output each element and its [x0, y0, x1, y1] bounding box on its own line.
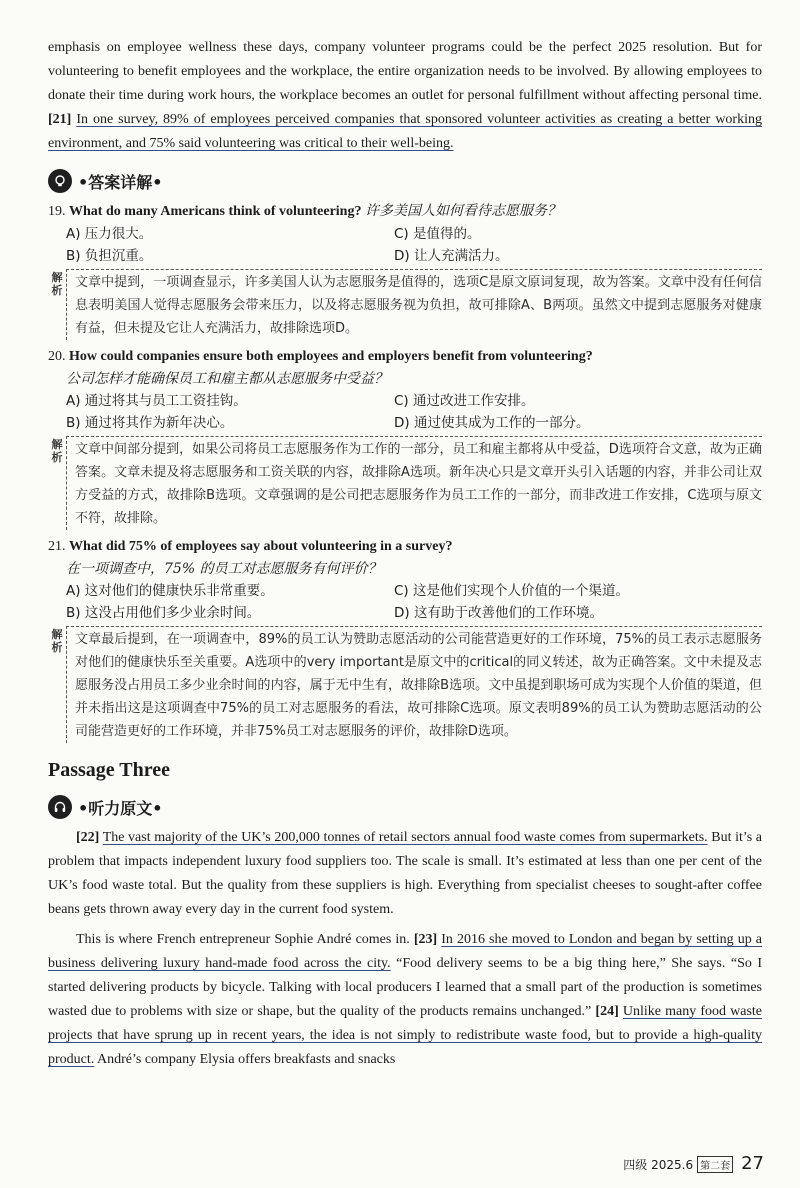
passage-paragraph	[48, 928, 762, 1072]
question-number: 21.	[48, 539, 66, 554]
ref-marker-22: [22]	[76, 830, 100, 845]
question-number: 20.	[48, 349, 66, 364]
options	[48, 390, 762, 434]
question-line	[48, 536, 762, 558]
intro-text: emphasis on employee wellness these days, company volunteer programs could be the perfect 2025 resolution. But for volunteering to benefit employees and the workplace, the entire organization needs to be involved. By allowing employees to donate their time during work hours, the workplace becomes an outlet for personal fulfillment without affecting personal time.	[48, 40, 762, 103]
question-en: What do many Americans think of volunteering?	[69, 204, 362, 219]
question-zh: 许多美国人如何看待志愿服务？	[364, 203, 561, 219]
analysis-tag: 解析	[51, 271, 63, 297]
underlined-sentence-21: In one survey, 89% of employees perceived companies that sponsored volunteer activities as creating a better working environment, and 75% said volunteering was critical to their well-being.	[48, 112, 762, 151]
question-zh: 公司怎样才能确保员工和雇主都从志愿服务中受益？	[66, 371, 388, 387]
page-content	[48, 36, 762, 1072]
passage-text: “Food delivery seems to be a big thing here,” She says. “So I started delivering products by bicycle. Talking with local producers I learned that a small part of the production is sometimes wasted due to problems with size or shape, but the quality of the products remains unchanged.”	[48, 956, 762, 1019]
option-d: D) 通过使其成为工作的一部分。	[394, 415, 590, 431]
options	[48, 223, 762, 267]
intro-paragraph	[48, 36, 762, 156]
headphones-icon	[48, 795, 72, 819]
analysis-text: 文章中提到，一项调查显示，许多美国人认为志愿服务是值得的，选项C是原文原词复现，故为答案。文章中没有任何信息表明美国人觉得志愿服务会带来压力，以及将志愿服务视为负担，故可排除A、B两项。虽然文中提到志愿服务对健康有益，但未提及它让人充满活力，故排除选项D。	[66, 269, 762, 340]
passage-text: André’s company Elysia offers breakfasts and snacks	[94, 1052, 396, 1067]
ref-marker-23: [23]	[413, 932, 438, 947]
underlined-sentence-23: In 2016 she moved to London and began by setting up a business delivering luxury hand-made food across the city.	[48, 932, 762, 971]
question-block	[48, 200, 762, 340]
passage-text: This is where French entrepreneur Sophie André comes in.	[76, 932, 414, 947]
question-line	[48, 200, 762, 223]
option-b: B) 负担沉重。	[66, 248, 153, 264]
analysis-text: 文章最后提到，在一项调查中，89%的员工认为赞助志愿活动的公司能营造更好的工作环境，75%的员工表示志愿服务对他们的健康快乐至关重要。A选项中的very important是原文中的critical的同义转述，故为正确答案。文中未提及志愿服务没占用员工多少业余时间的内容，属于无中生有，故排除B选项。文中虽提到职场可成为实现个人价值的渠道，但并未指出这是这项调查中75%的员工对志愿服务的看法，故可排除C选项。原文表明89%的员工认为赞助志愿活动的公司能营造更好的工作环境，并非75%员工对志愿服务的评价，故排除D选项。	[66, 626, 762, 743]
analysis-tag: 解析	[51, 628, 63, 654]
option-a: A) 压力很大。	[66, 226, 153, 242]
option-c: C) 通过改进工作安排。	[394, 393, 535, 409]
question-block	[48, 346, 762, 530]
option-d: D) 这有助于改善他们的工作环境。	[394, 605, 603, 621]
question-en: How could companies ensure both employees and employers benefit from volunteering?	[69, 349, 593, 364]
footer-chapter: 第二套	[697, 1156, 733, 1173]
page-footer	[623, 1153, 764, 1174]
option-d: D) 让人充满活力。	[394, 248, 509, 264]
underlined-sentence-24: Unlike many food waste projects that have sprung up in recent years, the idea is not simply to redistribute waste food, but to provide a high-quality product.	[48, 1004, 763, 1067]
analysis-box	[48, 436, 762, 530]
answers-header-title: •答案详解•	[78, 172, 163, 192]
passage-text: But it’s a problem that impacts independent luxury food suppliers too. The scale is small. It’s estimated at less than one per cent of the UK’s food waste total. But the quality from these suppliers is high. Everything from specialist cheeses to sought-after coffee beans gets thrown away every day in the current food system.	[48, 830, 763, 917]
option-a: A) 通过将其与员工工资挂钩。	[66, 393, 247, 409]
page-number: 27	[741, 1153, 764, 1174]
answers-header	[48, 168, 762, 194]
passage-paragraph	[48, 826, 762, 922]
question-zh: 在一项调查中，75% 的员工对志愿服务有何评价？	[66, 561, 382, 577]
question-block	[48, 536, 762, 743]
option-b: B) 通过将其作为新年决心。	[66, 415, 234, 431]
analysis-box	[48, 626, 762, 743]
footer-issue: 四级 2025.6	[623, 1158, 694, 1172]
option-b: B) 这没占用他们多少业余时间。	[66, 605, 261, 621]
listening-header-title: •听力原文•	[78, 798, 163, 818]
question-en: What did 75% of employees say about volunteering in a survey?	[69, 539, 453, 554]
option-a: A) 这对他们的健康快乐非常重要。	[66, 583, 274, 599]
analysis-box	[48, 269, 762, 340]
question-number: 19.	[48, 204, 66, 219]
ref-marker-24: [24]	[595, 1004, 619, 1019]
options	[48, 580, 762, 624]
underlined-sentence-22: The vast majority of the UK’s 200,000 tonnes of retail sectors annual food waste comes from supermarkets.	[102, 830, 708, 845]
lightbulb-icon	[48, 169, 72, 193]
question-line	[48, 346, 762, 368]
analysis-text: 文章中间部分提到，如果公司将员工志愿服务作为工作的一部分，员工和雇主都将从中受益，D选项符合文意，故为正确答案。文章未提及将志愿服务和工资关联的内容，故排除A选项。新年决心只是文章开头引入话题的内容，并非公司让双方受益的方式，故排除B选项。文章强调的是公司把志愿服务作为员工工作的一部分，而非改进工作安排，C选项与原文不符，故排除。	[66, 436, 762, 530]
ref-marker-21: [21]	[48, 112, 72, 127]
option-c: C) 是值得的。	[394, 226, 481, 242]
option-c: C) 这是他们实现个人价值的一个渠道。	[394, 583, 629, 599]
listening-header	[48, 794, 762, 820]
analysis-tag: 解析	[51, 438, 63, 464]
passage-title: Passage Three	[48, 759, 171, 781]
